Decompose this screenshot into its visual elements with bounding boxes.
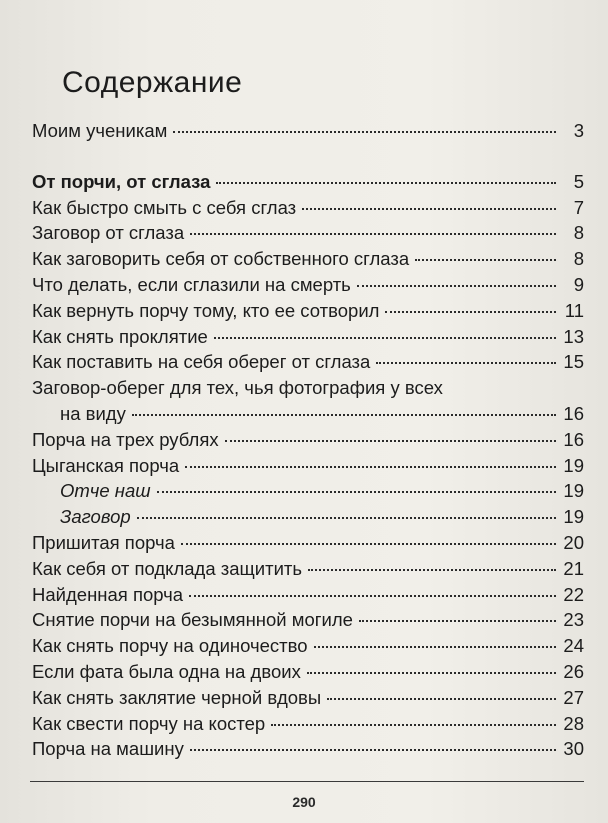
toc-entry xyxy=(32,401,584,427)
dot-leader xyxy=(132,414,556,416)
toc-entry xyxy=(32,324,584,350)
toc-entry-page: 28 xyxy=(563,712,584,734)
dot-leader xyxy=(225,440,556,442)
toc-entry-page: 11 xyxy=(564,299,584,321)
dot-leader xyxy=(190,749,556,751)
toc-entry-title: Как снять проклятие xyxy=(32,325,208,347)
toc-entry-title: Моим ученикам xyxy=(32,120,168,141)
dot-leader xyxy=(189,595,556,597)
toc-entry-title: Как снять заклятие черной вдовы xyxy=(32,686,322,708)
toc-entry-title: Если фата была одна на двоих xyxy=(32,660,301,682)
dot-leader xyxy=(302,208,556,210)
toc-entry-page: 20 xyxy=(563,531,584,553)
toc-entry-title: Как себя от подклада защитить xyxy=(32,557,303,579)
toc-entry xyxy=(32,582,584,608)
toc-entry xyxy=(32,607,584,633)
toc-entry-title: Как снять порчу на одиночество xyxy=(32,635,308,657)
toc-entry-title: Что делать, если сглазили на смерть xyxy=(32,273,351,295)
toc-entry xyxy=(32,349,584,375)
toc-entry-title: Пришитая порча xyxy=(32,531,175,553)
dot-leader xyxy=(307,672,556,674)
toc-entry-page: 27 xyxy=(563,686,584,708)
toc-entry xyxy=(32,195,584,221)
toc-entry-title: Снятие порчи на безымянной могиле xyxy=(32,609,353,631)
dot-leader xyxy=(327,698,556,700)
toc-entry xyxy=(32,659,584,685)
dot-leader xyxy=(415,259,556,261)
toc-entry xyxy=(32,169,584,195)
page-number: 290 xyxy=(292,794,316,810)
toc-entry-page: 19 xyxy=(563,480,584,502)
toc-entry-title: От порчи, от сглаза xyxy=(32,170,211,192)
toc-entry xyxy=(32,530,584,556)
toc-entry-page: 3 xyxy=(573,120,584,141)
dot-leader xyxy=(308,569,556,571)
toc-entry-page: 15 xyxy=(563,351,584,373)
toc-entry-page: 22 xyxy=(563,583,584,605)
toc-entry-title: Отче наш xyxy=(60,480,151,502)
toc-entry xyxy=(32,298,584,324)
toc-entry-page: 5 xyxy=(573,170,584,192)
dot-leader xyxy=(173,131,556,133)
toc-entry xyxy=(32,453,584,479)
page-title: Содержание xyxy=(62,66,243,99)
dot-leader xyxy=(359,620,556,622)
toc-entry xyxy=(32,118,584,144)
toc-entry xyxy=(32,633,584,659)
dot-leader xyxy=(385,311,556,313)
toc-entry-page: 21 xyxy=(563,557,584,579)
toc-entry-title: Как быстро смыть с себя сглаз xyxy=(32,196,297,218)
toc-entry xyxy=(32,246,584,272)
toc-entry-page: 26 xyxy=(563,660,584,682)
toc-entry-title: Заговор от сглаза xyxy=(32,222,185,244)
toc-entry-page: 24 xyxy=(563,635,584,657)
toc-entry xyxy=(32,375,584,401)
toc-entry-page: 13 xyxy=(563,325,584,347)
toc-entry-page: 16 xyxy=(563,402,584,424)
toc-entry-title: Заговор xyxy=(60,506,131,528)
toc-entry xyxy=(32,427,584,453)
toc-entry-page: 19 xyxy=(563,454,584,476)
toc-entry xyxy=(32,220,584,246)
dot-leader xyxy=(271,724,556,726)
toc-entry-title: Найденная порча xyxy=(32,583,184,605)
toc-entry xyxy=(32,272,584,298)
dot-leader xyxy=(190,233,556,235)
toc-entry-page: 19 xyxy=(563,506,584,528)
toc-entry-title: Как вернуть порчу тому, кто ее сотворил xyxy=(32,299,380,321)
dot-leader xyxy=(376,362,556,364)
toc-entry-title: Заговор-оберег для тех, чья фотография у всех xyxy=(32,377,443,399)
dot-leader xyxy=(357,285,556,287)
toc-entry-page: 8 xyxy=(573,222,584,244)
footer-rule xyxy=(30,781,584,782)
toc-entry-title: Порча на машину xyxy=(32,738,184,760)
toc-entry-page: 8 xyxy=(573,248,584,270)
dot-leader xyxy=(185,466,556,468)
toc-entry-title: Как заговорить себя от собственного сглаза xyxy=(32,248,410,270)
toc-entry-title: Цыганская порча xyxy=(32,454,180,476)
dot-leader xyxy=(137,517,556,519)
toc-entry xyxy=(32,711,584,737)
toc-entry xyxy=(32,478,584,504)
dot-leader xyxy=(216,182,556,184)
toc-entry-page: 9 xyxy=(573,273,584,295)
toc-entry-title: Как свести порчу на костер xyxy=(32,712,266,734)
dot-leader xyxy=(157,491,556,493)
toc-entry-page: 23 xyxy=(563,609,584,631)
table-of-contents xyxy=(32,118,584,762)
toc-entry xyxy=(32,504,584,530)
toc-entry xyxy=(32,685,584,711)
toc-entry-title: Порча на трех рублях xyxy=(32,428,219,450)
dot-leader xyxy=(314,646,556,648)
toc-entry xyxy=(32,736,584,762)
toc-entry-page: 30 xyxy=(563,738,584,760)
toc-entry-page: 16 xyxy=(563,428,584,450)
dot-leader xyxy=(214,337,556,339)
toc-entry xyxy=(32,556,584,582)
toc-entry-page: 7 xyxy=(573,196,584,218)
toc-entry-title: Как поставить на себя оберег от сглаза xyxy=(32,351,371,373)
toc-entry-title: на виду xyxy=(60,402,126,424)
dot-leader xyxy=(181,543,556,545)
